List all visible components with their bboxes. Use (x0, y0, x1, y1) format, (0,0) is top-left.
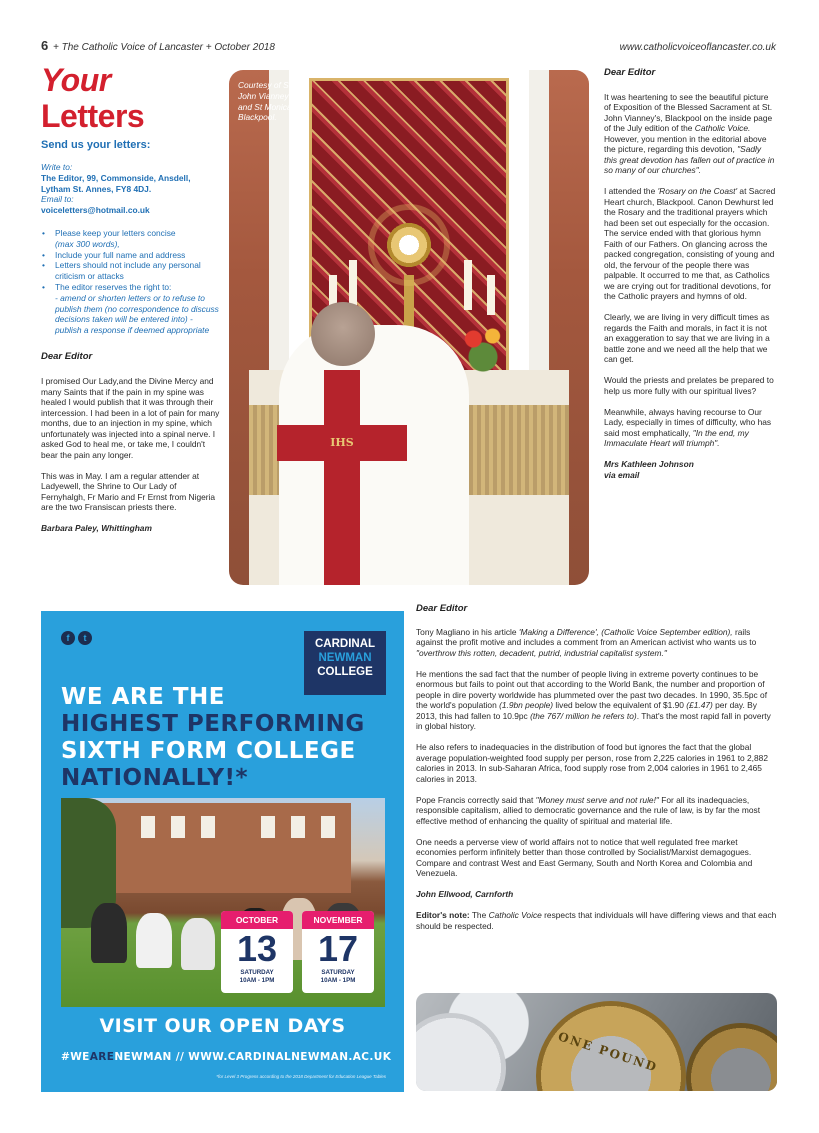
rule-item: • Letters should not include any personal criticism or attacks (41, 260, 221, 282)
write-to-label: Write to: (41, 162, 73, 172)
letter-signature: John Ellwood, Carnforth (416, 889, 514, 899)
letter-paragraph: One needs a perverse view of world affairs not to notice that well regulated free market economies perform infinitely better than those controlled by Socialist/Marxist demagogues. Compare and contrast West and East Germany, South and North Korea and Colombia and Venezuela. (416, 836, 753, 878)
postal-address: The Editor, 99, Commonside, Ansdell, Lytham St. Annes, FY8 4DJ. (41, 172, 191, 194)
email-label: Email to: (41, 194, 74, 205)
exposition-photo (229, 70, 589, 585)
letter-salutation: Dear Editor (41, 350, 93, 362)
college-logo: CARDINAL NEWMAN COLLEGE (304, 631, 386, 695)
rule-item: • Include your full name and address (41, 250, 221, 261)
letter-paragraph: I promised Our Lady,and the Divine Mercy and many Saints that if the pain in my spine was healed I would publish that it was through their intercession. I had been in a lot of pain for many months, due to an injection in my spine, which unfortunately was injected into a spinal nerve. I asked God to heal me, or take me, I couldn't bear the pain any longer. (41, 376, 220, 460)
letter-kathleen (604, 68, 776, 480)
coin-inscription: ONE POUND (556, 1029, 660, 1075)
letter-paragraph: Pope Francis correctly said that "Money must serve and not rule!" For all its inadequacies, responsible capitalism, allied to democratic governance and the rule of law, is by far the most effective method of enhancing the quality of spiritual and material life. (416, 794, 761, 826)
letter-paragraph: Clearly, we are living in very difficult times as regards the Faith and morals, in fact it is not an exaggeration to say that we are living in a battle zone and we need all the help that we can get. (604, 312, 770, 364)
rule-item: • The editor reserves the right to: - amend or shorten letters or to refuse to publish them (no correspondence to discuss decisions taken will be entered into) - publish a response if deemed appropriate (41, 282, 221, 336)
letter-signature: Mrs Kathleen Johnson via email (604, 459, 694, 480)
letter-john (416, 604, 778, 942)
editors-note: Editor's note: The Catholic Voice respects that individuals will have differing views and that each should be respected. (416, 910, 777, 931)
letter-signature: Barbara Paley, Whittingham (41, 523, 152, 534)
twitter-icon[interactable]: t (78, 631, 92, 645)
send-heading: Send us your letters: (41, 139, 151, 151)
page-number: 6 (41, 38, 49, 53)
letter-paragraph: Would the priests and prelates be prepared to help us more fully with our spiritual lives? (604, 375, 774, 396)
letter-barbara (41, 352, 221, 534)
photo-credit: Courtesy of St John Vianney and St Monica Blackpool. (238, 80, 292, 123)
letter-paragraph: Meanwhile, always having recourse to Our Lady, especially in times of difficulty, who has said most emphatically, "In the end, my Immaculate Heart will triumph". (604, 406, 772, 448)
title-rest: Letters (41, 98, 145, 134)
submission-rules (41, 228, 221, 336)
letter-paragraph: He also refers to inadequacies in the distribution of food but ignores the fact that the global average population-weighted food supply per person, rose from 2,225 calories in 1961 to 2,882 calories in 2013. In sub-Saharan Africa, food supply rose from 2,004 calories in 1961 to 2,465 calories in 2013. (416, 742, 768, 784)
facebook-icon[interactable]: f (61, 631, 75, 645)
title-italic: Your (41, 62, 111, 98)
letter-paragraph: Tony Magliano in his article 'Making a Difference', (Catholic Voice September edition), rails against the profit motive and includes a comment from an American activist who wants us to "overthrow this rotten, decadent, putrid, industrial capitalist system." (416, 626, 757, 658)
letter-salutation: Dear Editor (604, 67, 656, 78)
social-links (61, 631, 92, 645)
advert-footnote: *for Level 3 Progress according to the 2018 Department for Education League Tables (216, 1074, 386, 1079)
open-day-october[interactable]: OCTOBER 13 SATURDAY 10AM - 1PM (221, 911, 293, 993)
advert-headline: WE ARE THE HIGHEST PERFORMING SIXTH FORM COLLEGE NATIONALLY!* (61, 684, 365, 791)
contact-block (41, 162, 221, 216)
publication-line: + The Catholic Voice of Lancaster + October 2018 (53, 42, 275, 53)
monstrance-icon (374, 210, 444, 280)
open-day-november[interactable]: NOVEMBER 17 SATURDAY 10AM - 1PM (302, 911, 374, 993)
website-url[interactable]: www.catholicvoiceoflancaster.co.uk (619, 42, 776, 53)
college-advert[interactable] (41, 611, 404, 1092)
letter-paragraph: It was heartening to see the beautiful picture of Exposition of the Blessed Sacrament at St. John Vianney's, Blackpool on the inside page of the July edition of the Catholic Voice. However, you mention in the editorial above the picture, regarding this devotion, "Sadly this great devotion has fallen out of practice in so many of our churches". (604, 91, 775, 175)
letter-paragraph: He mentions the sad fact that the number of people living in extreme poverty continues to be enormous but fails to point out that according to the World Bank, the number and proportion of people in dire poverty worldwide has plummeted over the past two decades. In 1990, 35.5pc of the world's population (1.9bn people) lived below the equivalent of $1.90 (£1.47) per day. By 2013, this had fallen to 10.9pc (the 767/ million he refers to). That's the most rapid fall in poverty in global history. (416, 668, 771, 731)
page-header (41, 38, 275, 54)
visit-open-days: VISIT OUR OPEN DAYS (99, 1015, 346, 1037)
letter-salutation: Dear Editor (416, 603, 468, 614)
email-address[interactable]: voiceletters@hotmail.co.uk (41, 205, 150, 216)
letter-paragraph: This was in May. I am a regular attender at Ladyewell, the Shrine to Our Lady of Fernyhalgh, Fr Mario and Fr Ernst from Nigeria are the two Fransiscan priests there. (41, 470, 216, 513)
letters-intro-column (41, 62, 221, 544)
ihs-monogram: IHS (330, 436, 354, 449)
letter-paragraph: I attended the 'Rosary on the Coast' at Sacred Heart church, Blackpool. Canon Dewhurst led the Rosary and the traditional prayers which had been set out especially for the occasion. The service ended with that glorious hymn Faith of our Fathers. On glancing across the packed congregation, consisting of young and old, the fervour of the people there was palpable. It occurred to me that, as Catholics we are crying out for traditional devotions, for the Catholic prayers and hymns of old. (604, 186, 776, 301)
advert-tagline[interactable]: #WEARENEWMAN // WWW.CARDINALNEWMAN.AC.UK (61, 1051, 392, 1063)
rule-item: • Please keep your letters concise (max 300 words), (41, 228, 221, 250)
coins-photo (416, 993, 777, 1091)
page-title (41, 62, 221, 134)
